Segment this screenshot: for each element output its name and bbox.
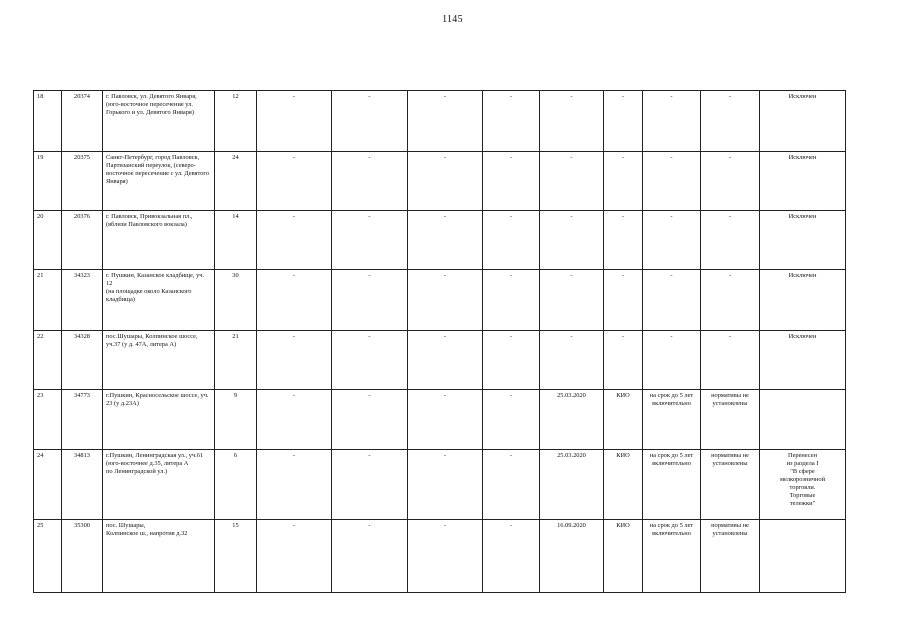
cell-id: 35300: [62, 520, 103, 593]
cell-area: 9: [215, 390, 257, 450]
cell-authority: КИО: [604, 450, 643, 520]
cell-id: 34328: [62, 331, 103, 390]
cell-row-number: 25: [34, 520, 62, 593]
table-row: [34, 390, 846, 450]
cell-norms: -: [701, 152, 760, 211]
cell-col6: -: [332, 270, 408, 331]
cell-row-number: 19: [34, 152, 62, 211]
cell-date: 16.09.2020: [540, 520, 604, 593]
cell-area: 24: [215, 152, 257, 211]
cell-term: на срок до 5 лет включительно: [643, 520, 701, 593]
cell-id: 34323: [62, 270, 103, 331]
cell-norms: -: [701, 331, 760, 390]
cell-note: Исключен: [760, 211, 846, 270]
cell-authority: -: [604, 91, 643, 152]
registry-table-body: [34, 91, 846, 593]
cell-col6: -: [332, 211, 408, 270]
cell-col5: -: [257, 520, 332, 593]
cell-id: 20374: [62, 91, 103, 152]
cell-norms: нормативы не установлены: [701, 450, 760, 520]
cell-authority: -: [604, 152, 643, 211]
cell-col7: -: [408, 450, 483, 520]
cell-col5: -: [257, 390, 332, 450]
cell-address: пос.Шушары, Колпинское шоссе, уч.37 (у д. 47А, литера А): [103, 331, 215, 390]
cell-col5: -: [257, 91, 332, 152]
cell-address: Санкт-Петербург, город Павловск, Партизанский переулок, (северо-восточное пересечение с ул. Девятого Января): [103, 152, 215, 211]
cell-term: -: [643, 211, 701, 270]
table-row: [34, 450, 846, 520]
cell-authority: КИО: [604, 390, 643, 450]
cell-row-number: 20: [34, 211, 62, 270]
cell-col5: -: [257, 211, 332, 270]
cell-col6: -: [332, 152, 408, 211]
cell-id: 34773: [62, 390, 103, 450]
cell-authority: -: [604, 331, 643, 390]
cell-address: г. Павловск, Привокзальная пл., (вблизи Павловского вокзала): [103, 211, 215, 270]
cell-col8: -: [483, 91, 540, 152]
cell-col5: -: [257, 450, 332, 520]
cell-col5: -: [257, 331, 332, 390]
cell-col6: -: [332, 331, 408, 390]
cell-row-number: 22: [34, 331, 62, 390]
cell-term: -: [643, 270, 701, 331]
cell-address: пос. Шушары, Колпинское ш., напротив д.32: [103, 520, 215, 593]
cell-date: 25.03.2020: [540, 390, 604, 450]
cell-norms: -: [701, 211, 760, 270]
table-row: [34, 331, 846, 390]
cell-term: -: [643, 152, 701, 211]
cell-area: 30: [215, 270, 257, 331]
cell-note: Перенесен из раздела I "В сфере мелкорозничной торговли. Торговые тележки": [760, 450, 846, 520]
cell-norms: -: [701, 91, 760, 152]
cell-note: Исключен: [760, 270, 846, 331]
cell-row-number: 21: [34, 270, 62, 331]
cell-col6: -: [332, 520, 408, 593]
page-number: 1145: [442, 14, 463, 25]
cell-area: 14: [215, 211, 257, 270]
cell-note: [760, 520, 846, 593]
cell-id: 20375: [62, 152, 103, 211]
cell-term: на срок до 5 лет включительно: [643, 390, 701, 450]
cell-col8: -: [483, 152, 540, 211]
cell-note: Исключен: [760, 331, 846, 390]
cell-date: -: [540, 211, 604, 270]
cell-address: г.Пушкин, Красносельское шоссе, уч. 23 (у д.23А): [103, 390, 215, 450]
cell-authority: КИО: [604, 520, 643, 593]
cell-col6: -: [332, 390, 408, 450]
cell-area: 6: [215, 450, 257, 520]
cell-note: Исключен: [760, 152, 846, 211]
cell-date: -: [540, 152, 604, 211]
cell-term: -: [643, 91, 701, 152]
cell-col8: -: [483, 331, 540, 390]
cell-col8: -: [483, 450, 540, 520]
cell-col5: -: [257, 270, 332, 331]
cell-col7: -: [408, 520, 483, 593]
cell-id: 20376: [62, 211, 103, 270]
cell-id: 34813: [62, 450, 103, 520]
cell-note: [760, 390, 846, 450]
table-row: [34, 91, 846, 152]
cell-col8: -: [483, 520, 540, 593]
cell-address: г. Павловск, ул. Девятого Января, (юго-восточное пересечение ул. Горького и ул. Девятого Января): [103, 91, 215, 152]
cell-note: Исключен: [760, 91, 846, 152]
cell-col7: -: [408, 331, 483, 390]
cell-term: на срок до 5 лет включительно: [643, 450, 701, 520]
table-row: [34, 520, 846, 593]
cell-col8: -: [483, 390, 540, 450]
cell-area: 12: [215, 91, 257, 152]
cell-col5: -: [257, 152, 332, 211]
cell-col7: -: [408, 270, 483, 331]
cell-area: 15: [215, 520, 257, 593]
cell-col7: -: [408, 390, 483, 450]
cell-row-number: 23: [34, 390, 62, 450]
cell-col7: -: [408, 91, 483, 152]
cell-address: г.Пушкин, Ленинградская ул., уч.61 (юго-восточнее д.35, литера А по Ленинградской ул.): [103, 450, 215, 520]
cell-col8: -: [483, 211, 540, 270]
cell-authority: -: [604, 211, 643, 270]
cell-authority: -: [604, 270, 643, 331]
cell-date: -: [540, 331, 604, 390]
registry-table: [33, 90, 846, 593]
cell-col7: -: [408, 211, 483, 270]
cell-norms: нормативы не установлены: [701, 390, 760, 450]
cell-col6: -: [332, 450, 408, 520]
cell-date: -: [540, 270, 604, 331]
cell-col7: -: [408, 152, 483, 211]
cell-row-number: 18: [34, 91, 62, 152]
cell-row-number: 24: [34, 450, 62, 520]
cell-area: 21: [215, 331, 257, 390]
cell-term: -: [643, 331, 701, 390]
cell-date: 25.03.2020: [540, 450, 604, 520]
cell-date: -: [540, 91, 604, 152]
cell-col8: -: [483, 270, 540, 331]
table-row: [34, 270, 846, 331]
cell-address: г. Пушкин, Казанское кладбище, уч. 12 (на площадке около Казанского кладбища): [103, 270, 215, 331]
cell-col6: -: [332, 91, 408, 152]
cell-norms: -: [701, 270, 760, 331]
cell-norms: нормативы не установлены: [701, 520, 760, 593]
table-row: [34, 152, 846, 211]
table-row: [34, 211, 846, 270]
